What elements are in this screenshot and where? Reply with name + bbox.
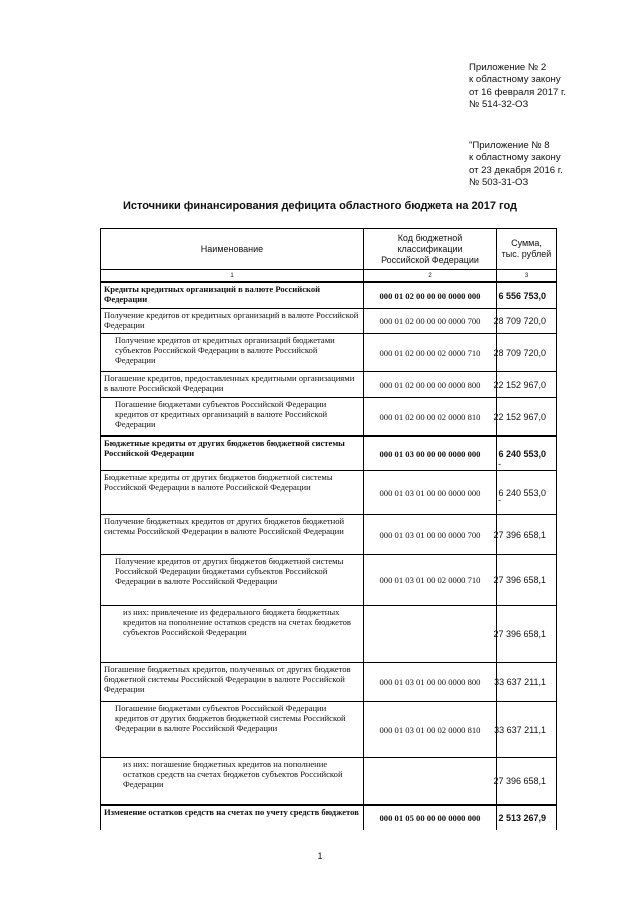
row-code: 000 01 03 01 00 00 0000 000 — [364, 471, 497, 514]
row-sum: 22 152 967,0 — [493, 411, 546, 422]
negative-dash: - — [498, 495, 501, 505]
table-row — [101, 334, 556, 372]
row-code: 000 01 03 00 00 00 0000 000 — [364, 437, 497, 470]
table-row — [101, 555, 556, 606]
table-row — [101, 805, 556, 830]
appendix-line: от 16 февраля 2017 г. — [469, 86, 566, 98]
table-header-row — [101, 229, 556, 270]
row-name: Бюджетные кредиты от других бюджетов бюджетной системы Российской Федерации в валюте Российской Федерации — [101, 471, 364, 514]
row-sum: 27 396 658,1 — [493, 575, 546, 585]
appendix-line: к областному закону — [469, 152, 561, 164]
row-code: 000 01 02 00 00 00 0000 000 — [364, 283, 497, 308]
table-row — [101, 515, 556, 555]
header-code-line: классификации — [397, 243, 463, 254]
row-code: 000 01 03 01 00 00 0000 800 — [364, 663, 497, 701]
row-code: 000 01 02 00 00 00 0000 700 — [364, 309, 497, 333]
row-name: из них: погашение бюджетных кредитов на пополнение остатков средств на счетах бюджетов субъектов Российской Федерации — [101, 758, 364, 804]
row-name: Изменение остатков средств на счетах по учету средств бюджетов — [101, 806, 364, 830]
table-row — [101, 758, 556, 805]
column-number: 1 — [101, 270, 364, 281]
row-name: Погашение бюджетами субъектов Российской Федерации кредитов от кредитных организаций в валюте Российской Федерации — [101, 398, 364, 435]
document-title: Источники финансирования дефицита областного бюджета на 2017 год — [122, 200, 518, 212]
row-sum: 6 240 553,0 — [498, 448, 546, 459]
table-row — [101, 372, 556, 398]
header-sum-line: Сумма, — [511, 238, 542, 248]
row-sum: 27 396 658,1 — [493, 776, 546, 786]
row-code: 000 01 05 00 00 00 0000 000 — [364, 806, 497, 830]
row-name: Бюджетные кредиты от других бюджетов бюджетной системы Российской Федерации — [101, 437, 364, 470]
row-name: Погашение кредитов, предоставленных кредитными организациями в валюте Российской Федерации — [101, 372, 364, 397]
row-code: 000 01 02 00 00 00 0000 800 — [364, 372, 497, 397]
row-code — [364, 606, 497, 662]
appendix-line: № 503-31-ОЗ — [469, 176, 529, 188]
table-row — [101, 663, 556, 702]
row-name: Получение кредитов от кредитных организаций в валюте Российской Федерации — [101, 309, 364, 333]
appendix-current-block — [469, 62, 566, 111]
appendix-line: от 23 декабря 2016 г. — [469, 164, 563, 176]
header-code — [364, 229, 497, 269]
row-sum: 27 396 658,1 — [493, 629, 546, 639]
appendix-line: "Приложение № 8 — [469, 140, 550, 151]
table-row — [101, 471, 556, 515]
table-row — [101, 309, 556, 334]
row-sum: 2 513 267,9 — [498, 813, 546, 823]
row-name: Получение бюджетных кредитов от других бюджетов бюджетной системы Российской Федерации в валюте Российской Федерации — [101, 515, 364, 554]
row-name: Погашение бюджетами субъектов Российской Федерации кредитов от других бюджетов бюджетной системы Российской Федерации в валюте Российской Федерации — [101, 702, 364, 757]
column-number: 3 — [524, 272, 529, 279]
row-name: из них: привлечение из федерального бюджета бюджетных кредитов на пополнение остатков средств на счетах бюджетов субъектов Российской Федерации — [101, 606, 364, 662]
row-code: 000 01 03 01 00 02 0000 810 — [364, 702, 497, 757]
row-code: 000 01 02 00 00 02 0000 810 — [364, 398, 497, 435]
row-name: Погашение бюджетных кредитов, полученных от других бюджетов бюджетной системы Российской Федерации в валюте Российской Федерации — [101, 663, 364, 701]
row-sum: 33 637 211,1 — [494, 724, 546, 735]
header-code-line: Российской Федерации — [381, 254, 479, 265]
column-number: 2 — [364, 270, 497, 281]
row-code: 000 01 03 01 00 02 0000 710 — [364, 555, 497, 605]
financing-sources-table — [100, 228, 557, 830]
row-name: Получение кредитов от других бюджетов бюджетной системы Российской Федерации бюджетами субъектов Российской Федерации в валюте Российской Федерации — [101, 555, 364, 605]
column-number-row — [101, 270, 556, 282]
row-code — [364, 758, 497, 804]
header-code-line: Код бюджетной — [397, 232, 463, 243]
row-sum: 28 709 720,0 — [493, 347, 546, 358]
row-sum: 28 709 720,0 — [493, 316, 546, 326]
row-name: Получение кредитов от кредитных организаций бюджетами субъектов Российской Федерации в валюте Российской Федерации — [101, 334, 364, 371]
table-row — [101, 702, 556, 758]
row-sum: 27 396 658,1 — [493, 529, 546, 540]
row-name: Кредиты кредитных организаций в валюте Российской Федерации — [101, 283, 364, 308]
table-row — [101, 436, 556, 471]
appendix-original-block — [469, 140, 563, 189]
row-sum: 6 240 553,0 — [498, 487, 546, 498]
negative-dash: - — [498, 459, 501, 469]
header-sum — [497, 229, 556, 269]
row-code: 000 01 02 00 00 02 0000 710 — [364, 334, 497, 371]
page-number: 1 — [317, 851, 323, 861]
row-sum: 22 152 967,0 — [493, 379, 546, 390]
table-row — [101, 282, 556, 309]
appendix-line: № 514-32-ОЗ — [469, 98, 529, 110]
header-name: Наименование — [101, 229, 364, 269]
table-row — [101, 606, 556, 663]
row-sum: 6 556 753,0 — [498, 290, 546, 301]
row-code: 000 01 03 01 00 00 0000 700 — [364, 515, 497, 554]
table-row — [101, 398, 556, 436]
appendix-line: Приложение № 2 — [469, 62, 547, 73]
appendix-line: к областному закону — [469, 74, 561, 86]
row-sum: 33 637 211,1 — [494, 677, 546, 687]
header-sum-line: тыс. рублей — [501, 249, 552, 259]
